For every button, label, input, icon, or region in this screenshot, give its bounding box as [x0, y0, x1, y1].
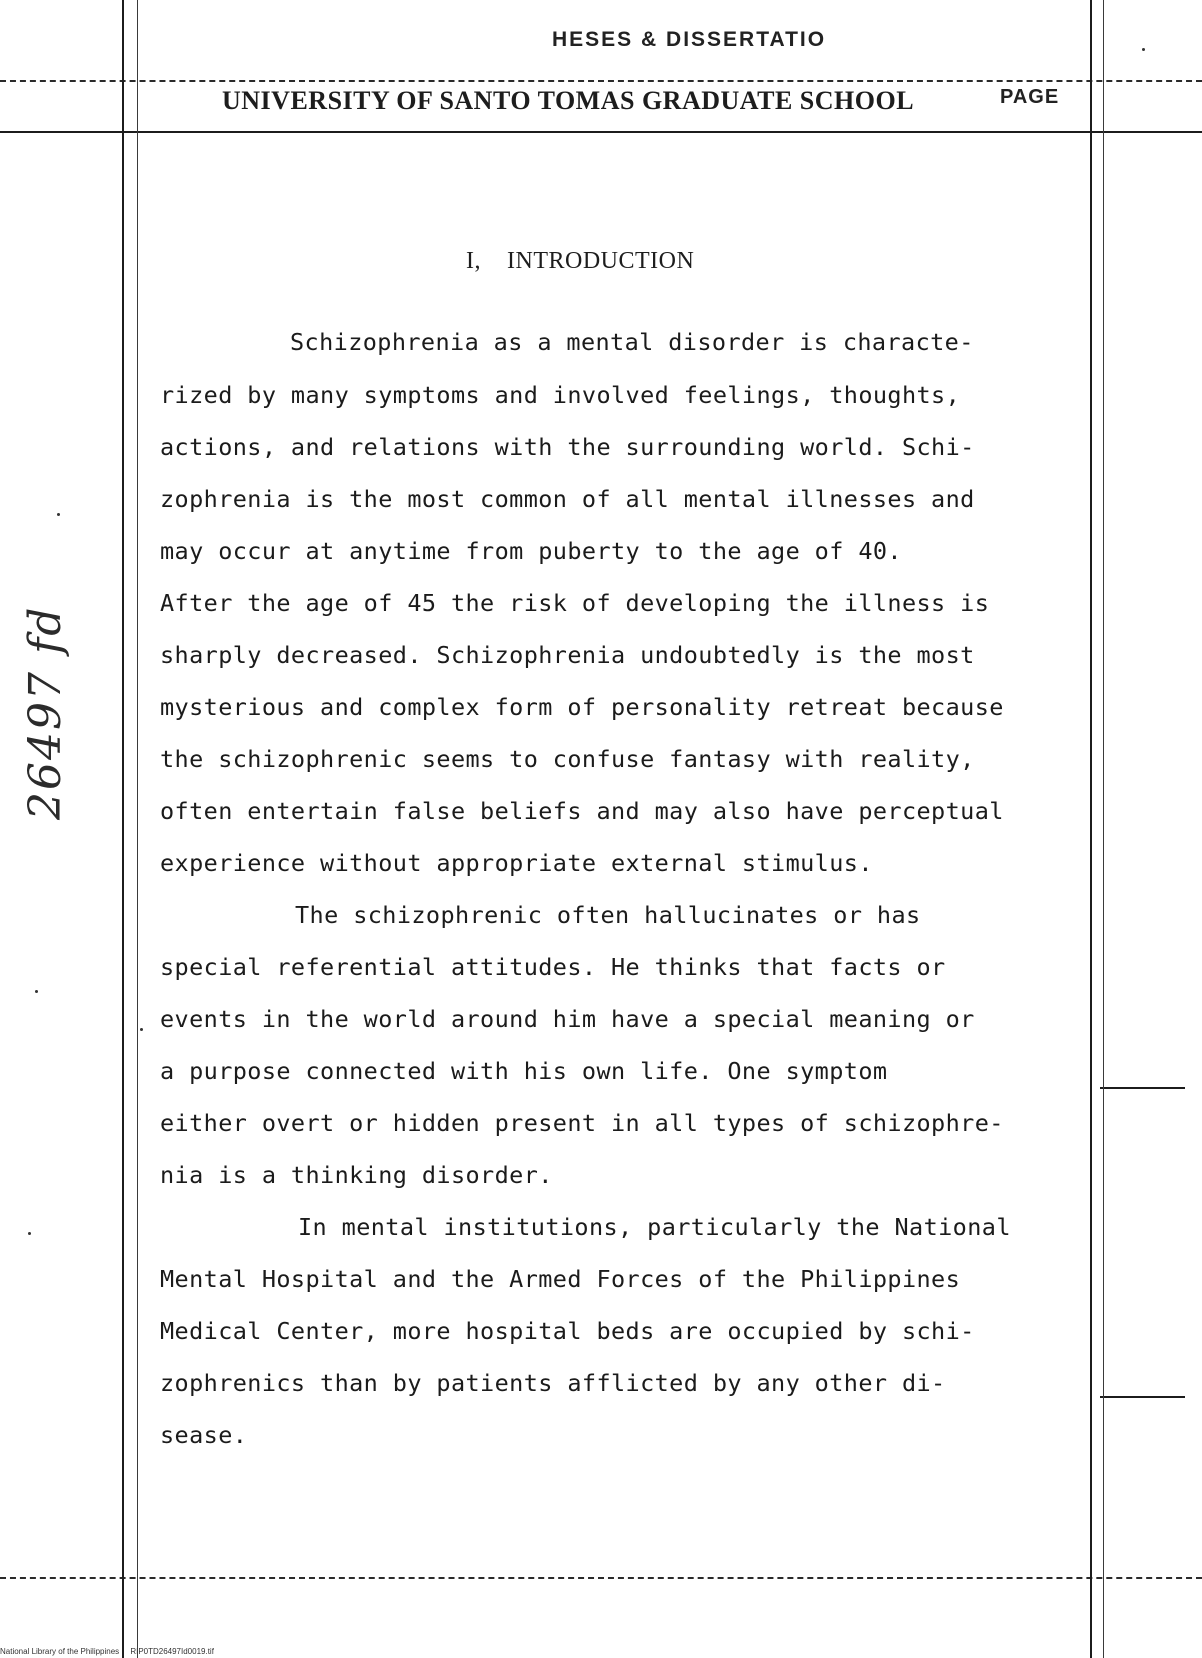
left-margin-rule-inner — [137, 0, 138, 1658]
body-line: events in the world around him have a special meaning or — [160, 1005, 975, 1033]
body-line: sharply decreased. Schizophrenia undoubtedly is the most — [160, 641, 975, 669]
body-line: The schizophrenic often hallucinates or has — [295, 901, 921, 929]
body-line: often entertain false beliefs and may also have perceptual — [160, 797, 1004, 825]
right-margin-tick-2 — [1100, 1396, 1185, 1398]
scan-speck — [28, 1232, 31, 1235]
right-margin-tick-1 — [1100, 1087, 1185, 1089]
body-line: may occur at anytime from puberty to the age of 40. — [160, 537, 902, 565]
body-line: Schizophrenia as a mental disorder is characte- — [290, 328, 974, 356]
chapter-title: INTRODUCTION — [507, 248, 695, 274]
body-line: zophrenics than by patients afflicted by any other di- — [160, 1369, 946, 1397]
university-heading: UNIVERSITY OF SANTO TOMAS GRADUATE SCHOOL — [222, 86, 915, 115]
scan-speck — [140, 1028, 143, 1031]
body-line: the schizophrenic seems to confuse fantasy with reality, — [160, 745, 975, 773]
body-line: Mental Hospital and the Armed Forces of the Philippines — [160, 1265, 961, 1293]
handwritten-accession-note: 26497 fd — [20, 605, 71, 820]
top-rule-lower — [0, 131, 1202, 133]
footer-file-id: RIP0TD26497Id0019.tif — [130, 1647, 214, 1656]
footer-source: National Library of the Philippines — [0, 1647, 120, 1656]
top-rule-upper — [0, 80, 1202, 82]
body-line: Medical Center, more hospital beds are occupied by schi- — [160, 1317, 975, 1345]
body-line: experience without appropriate external stimulus. — [160, 849, 873, 877]
body-line: sease. — [160, 1421, 248, 1449]
body-line: a purpose connected with his own life. One symptom — [160, 1057, 888, 1085]
page-label: PAGE — [1000, 86, 1060, 108]
body-line: either overt or hidden present in all types of schizophre- — [160, 1109, 1004, 1137]
body-line: special referential attitudes. He thinks that facts or — [160, 953, 946, 981]
right-margin-rule — [1090, 0, 1092, 1658]
scan-footer — [0, 1647, 214, 1656]
body-line: nia is a thinking disorder. — [160, 1161, 553, 1189]
chapter-heading — [466, 248, 694, 275]
series-label: HESES & DISSERTATIO — [552, 28, 827, 51]
chapter-number: I, — [466, 248, 481, 274]
body-line: zophrenia is the most common of all mental illnesses and — [160, 485, 975, 513]
left-margin-rule — [122, 0, 124, 1658]
scan-speck — [57, 513, 60, 516]
body-line: actions, and relations with the surrounding world. Schi- — [160, 433, 975, 461]
body-line: rized by many symptoms and involved feelings, thoughts, — [160, 381, 961, 409]
body-line: In mental institutions, particularly the National — [298, 1213, 1011, 1241]
right-margin-rule-outer — [1103, 0, 1104, 1658]
body-line: mysterious and complex form of personality retreat because — [160, 693, 1004, 721]
bottom-rule — [0, 1577, 1202, 1579]
body-line: After the age of 45 the risk of developing the illness is — [160, 589, 990, 617]
scan-speck — [1142, 48, 1145, 51]
scan-speck — [35, 990, 38, 993]
